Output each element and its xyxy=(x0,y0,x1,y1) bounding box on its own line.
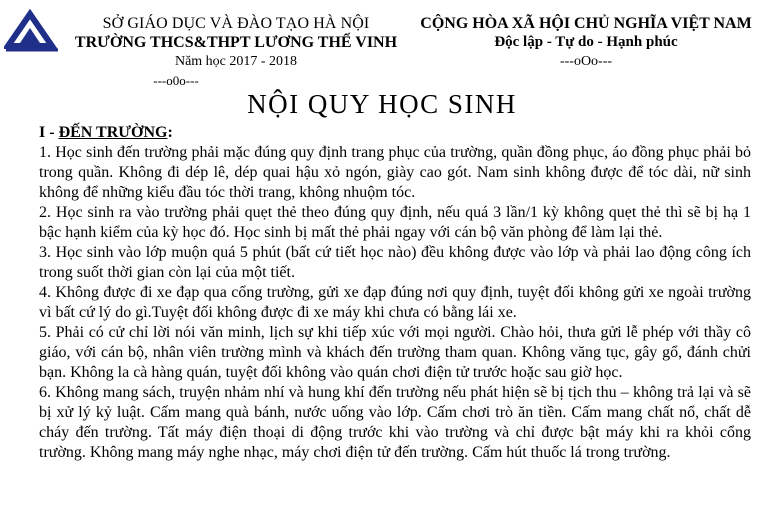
left-divider: ---o0o--- xyxy=(153,73,199,88)
rule-item: 4. Không được đi xe đạp qua cổng trường, gửi xe đạp đúng nơi quy định, tuyệt đối không gửi xe ngoài trường vì bất cứ lý do gì.Tuyệt đối không được đi xe máy khi chưa có bằng lái xe. xyxy=(39,284,751,321)
section-heading xyxy=(39,123,751,143)
section-name: ĐẾN TRƯỜNG xyxy=(58,124,168,141)
section-prefix: I - xyxy=(39,124,59,141)
right-divider: ---oOo--- xyxy=(559,54,613,69)
country-name: CỘNG HÒA XÃ HỘI CHỦ NGHĨA VIỆT NAM xyxy=(420,15,752,32)
rule-item: 1. Học sinh đến trường phải mặc đúng quy định trang phục của trường, quần đồng phục, áo đồng phục phải bỏ trong quần. Không đi dép lê, dép quai hậu xỏ ngón, giày cao gót. Nam sinh không được để tóc dài, nữ sinh không để những kiểu đầu tóc thời trang, không nhuộm tóc. xyxy=(39,144,751,201)
header-left xyxy=(56,14,416,90)
document-body xyxy=(39,123,751,463)
school-logo xyxy=(4,6,60,54)
school-year: Năm học 2017 - 2018 xyxy=(174,54,298,69)
school-name: TRƯỜNG THCS&THPT LƯƠNG THẾ VINH xyxy=(74,34,398,51)
header-right xyxy=(408,14,764,71)
rule-item: 6. Không mang sách, truyện nhảm nhí và hung khí đến trường nếu phát hiện sẽ bị tịch thu – không trả lại và sẽ bị xử lý kỷ luật. Cấm mang quà bánh, nước uống vào lớp. Cấm chơi trò ăn tiền. Cấm mang chất nổ, chất dễ cháy đến trường. Tất máy điện thoại di động trước khi vào trường và chỉ được bật máy khi ra khỏi cổng trường. Không mang máy nghe nhạc, máy chơi điện tử đến trường. Cấm hút thuốc lá trong trường. xyxy=(39,384,751,461)
document-title: NỘI QUY HỌC SINH xyxy=(247,89,517,119)
rule-item: 5. Phải có cử chỉ lời nói văn minh, lịch sự khi tiếp xúc với mọi người. Chào hỏi, thưa gửi lễ phép với thầy cô giáo, với cán bộ, nhân viên trường mình và khách đến trường tham quan. Không văng tục, gây gổ, đánh chửi bạn. Không la cà hàng quán, tuyệt đối không vào quán chơi điện tử trước hoặc sau giờ học. xyxy=(39,324,751,381)
rule-item: 2. Học sinh ra vào trường phải quẹt thẻ theo đúng quy định, nếu quá 3 lần/1 kỳ không quẹt thẻ thì sẽ bị hạ 1 bậc hạnh kiểm của kỳ học đó. Học sinh bị mất thẻ phải ngay với cán bộ văn phòng để làm lại thẻ. xyxy=(39,204,751,241)
national-motto: Độc lập - Tự do - Hạnh phúc xyxy=(494,34,678,50)
section-suffix: : xyxy=(167,124,173,141)
department-name: SỞ GIÁO DỤC VÀ ĐÀO TẠO HÀ NỘI xyxy=(102,15,370,32)
rule-item: 3. Học sinh vào lớp muộn quá 5 phút (bất cứ tiết học nào) đều không được vào lớp và phải lao động công ích trong suốt thời gian còn lại của một tiết. xyxy=(39,244,751,281)
